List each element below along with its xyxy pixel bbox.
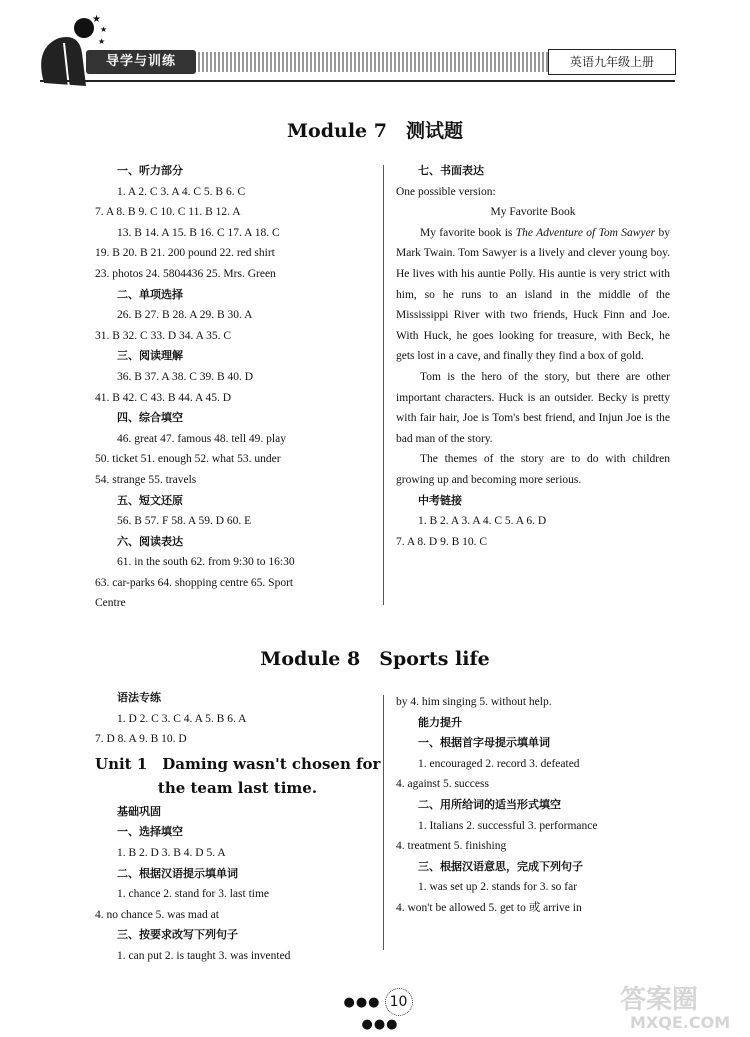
section-heading: 三、根据汉语意思，完成下列句子	[418, 859, 583, 873]
page-footer	[330, 988, 430, 1032]
section-heading: 中考链接	[418, 493, 462, 507]
answer-line: 56. B 57. F 58. A 59. D 60. E	[117, 515, 252, 528]
section-heading: 三、阅读理解	[117, 349, 183, 363]
answer-line: 1. chance 2. stand for 3. last time	[117, 888, 270, 901]
module7-right-column	[396, 161, 670, 552]
section-heading: 一、选择填空	[117, 825, 183, 839]
module8-left-column	[95, 688, 381, 967]
watermark-text-url: MXQE.COM	[630, 1013, 731, 1032]
essay-body	[396, 223, 670, 491]
answer-line: 1. can put 2. is taught 3. was invented	[117, 949, 291, 962]
section-heading: 七、书面表达	[418, 164, 484, 177]
section-heading: 能力提升	[418, 715, 462, 729]
answer-line: 7. D 8. A 9. B 10. D	[95, 733, 187, 746]
answer-line: 4. against 5. success	[396, 778, 489, 791]
section-heading: 五、短文还原	[117, 493, 183, 507]
page-number: 10	[385, 988, 413, 1016]
section-heading: 一、听力部分	[117, 164, 183, 177]
answer-line: 19. B 20. B 21. 200 pound 22. red shirt	[95, 247, 275, 260]
section-heading: 基础巩固	[117, 804, 161, 818]
answer-line: Centre	[95, 597, 126, 610]
answer-line: 23. photos 24. 5804436 25. Mrs. Green	[95, 267, 276, 280]
unit-title-line2: the team last time.	[157, 778, 318, 797]
module7-title: Module 7 测试题	[287, 120, 463, 142]
header-subtitle: 英语九年级上册	[548, 49, 676, 75]
section-heading: 四、综合填空	[117, 411, 183, 425]
answer-line: by 4. him singing 5. without help.	[396, 696, 552, 708]
answer-line: 7. A 8. B 9. C 10. C 11. B 12. A	[95, 206, 241, 219]
answer-line: 1. A 2. C 3. A 4. C 5. B 6. C	[117, 185, 246, 198]
module8-right-column	[396, 692, 670, 919]
answer-line: 4. won't be allowed 5. get to 或 arrive in	[396, 901, 582, 914]
essay-title: My Favorite Book	[490, 206, 576, 219]
answer-line: 1. encouraged 2. record 3. defeated	[418, 757, 580, 770]
section-heading: 二、单项选择	[117, 287, 183, 301]
footer-dots-left: ●●●	[343, 995, 381, 1010]
answer-line: 61. in the south 62. from 9:30 to 16:30	[117, 556, 295, 569]
unit-title-line1: Unit 1 Daming wasn't chosen for	[95, 754, 381, 773]
module7-left-column	[95, 161, 370, 614]
answer-line: 26. B 27. B 28. A 29. B 30. A	[117, 309, 253, 322]
section-heading: 二、用所给词的适当形式填空	[418, 797, 561, 811]
column-divider	[383, 165, 384, 605]
answer-line: 1. D 2. C 3. C 4. A 5. B 6. A	[117, 712, 247, 725]
answer-line: 7. A 8. D 9. B 10. C	[396, 535, 488, 548]
footer-dots-right: ●●●	[361, 1017, 399, 1032]
answer-line: 46. great 47. famous 48. tell 49. play	[117, 432, 286, 445]
section-heading: 六、阅读表达	[117, 534, 183, 548]
logo	[24, 8, 114, 90]
answer-line: 1. B 2. D 3. B 4. D 5. A	[117, 846, 226, 859]
section-heading: 三、按要求改写下列句子	[117, 928, 238, 942]
svg-text:★: ★	[100, 25, 108, 34]
answer-line: 31. B 32. C 33. D 34. A 35. C	[95, 329, 232, 342]
answer-line: 63. car-parks 64. shopping centre 65. Sport	[95, 576, 294, 589]
watermark	[615, 978, 745, 1033]
answer-line: 50. ticket 51. enough 52. what 53. under	[95, 453, 281, 466]
essay-intro: One possible version:	[396, 185, 496, 198]
section-heading: 二、根据汉语提示填单词	[117, 866, 238, 880]
header-title: 导学与训练	[86, 50, 196, 74]
column-divider	[383, 695, 384, 950]
module8-title: Module 8 Sports life	[260, 648, 490, 670]
answer-line: 54. strange 55. travels	[95, 473, 197, 486]
watermark-text-main: 答案圈	[620, 985, 699, 1015]
svg-text:★: ★	[92, 14, 101, 25]
essay-paragraph: My favorite book is The Adventure of Tom Sawyer by Mark Twain. Tom Sawyer is a lively and clever young boy. He lives with his auntie Polly. His auntie is very strict with him, so he runs to an island in the middle of the Mississippi River with two friends, Huck Finn and Joe. With Huck, he goes looking for treasure, with Beck, he gets lost in a cave, and finally they find a box of gold.	[396, 226, 671, 363]
answer-line: 4. no chance 5. was mad at	[95, 908, 219, 921]
page-header	[0, 0, 750, 95]
header-divider	[40, 80, 675, 82]
svg-text:★: ★	[98, 37, 106, 46]
book-title: The Adventure of Tom Sawyer	[515, 226, 656, 239]
answer-line: 13. B 14. A 15. B 16. C 17. A 18. C	[117, 226, 280, 239]
answer-line: 4. treatment 5. finishing	[396, 840, 507, 853]
essay-paragraph: The themes of the story are to do with children growing up and becoming more serious.	[396, 453, 670, 486]
answer-line: 1. B 2. A 3. A 4. C 5. A 6. D	[418, 515, 547, 528]
section-heading: 一、根据首字母提示填单词	[418, 736, 550, 750]
answer-line: 1. was set up 2. stands for 3. so far	[418, 881, 578, 894]
answer-line: 36. B 37. A 38. C 39. B 40. D	[117, 370, 254, 383]
answer-line: 41. B 42. C 43. B 44. A 45. D	[95, 391, 232, 404]
answer-line: 1. Italians 2. successful 3. performance	[418, 819, 598, 832]
section-heading: 语法专练	[117, 691, 161, 704]
essay-paragraph: Tom is the hero of the story, but there are other important characters. Huck is an outsider. Becky is pretty with fair hair, Joe is Tom's best friend, and Injun Joe is the bad man of the story.	[396, 370, 670, 445]
